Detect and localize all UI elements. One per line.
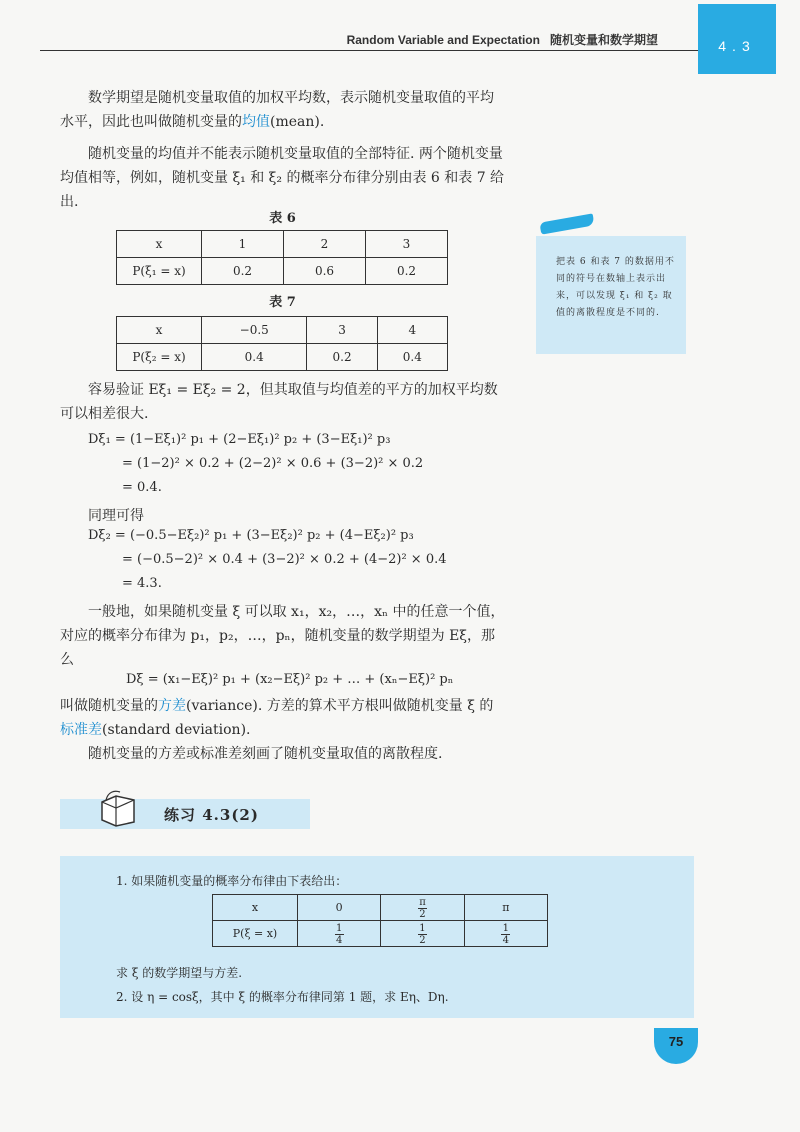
table6-cell: 1 bbox=[202, 231, 284, 258]
table7-cell: 0.4 bbox=[377, 344, 447, 371]
fraction bbox=[335, 923, 344, 946]
table6-cell: x bbox=[117, 231, 202, 258]
ex-table-cell: x bbox=[213, 895, 298, 921]
ex-table-cell bbox=[381, 895, 464, 921]
page-number: 75 bbox=[668, 1034, 684, 1049]
calc1-line3: = 0.4. bbox=[122, 480, 162, 495]
table7-cell: 0.4 bbox=[202, 344, 307, 371]
numerator: π bbox=[419, 897, 426, 908]
text: (standard deviation). bbox=[102, 722, 251, 738]
brush-stroke-icon bbox=[539, 213, 594, 234]
table7-cell: 4 bbox=[377, 317, 447, 344]
table6-cell: 2 bbox=[284, 231, 366, 258]
numerator: 1 bbox=[419, 923, 426, 934]
ex-table-cell: 0 bbox=[298, 895, 381, 921]
denominator: 2 bbox=[419, 935, 426, 946]
table6-cell: 3 bbox=[366, 231, 448, 258]
term-mean: 均值 bbox=[242, 114, 270, 130]
table7-caption: 表 7 bbox=[269, 295, 296, 310]
table7-cell: 0.2 bbox=[307, 344, 377, 371]
calc2-line2: = (−0.5−2)² × 0.4 + (3−2)² × 0.2 + (4−2)² × 0.4 bbox=[122, 552, 447, 567]
margin-note-text: 把表 6 和表 7 的数据用不同的符号在数轴上表示出来，可以发现 ξ₁ 和 ξ₂ 取值的离散程度是不同的. bbox=[556, 257, 675, 318]
book-icon bbox=[98, 788, 138, 828]
calc1-line2: = (1−2)² × 0.2 + (2−2)² × 0.6 + (3−2)² × 0.2 bbox=[122, 456, 424, 471]
denominator: 4 bbox=[335, 935, 343, 946]
term-variance: 方差 bbox=[158, 698, 186, 714]
paragraph-dispersion: 随机变量的方差或标准差刻画了随机变量取值的离散程度. bbox=[88, 746, 443, 762]
variance-formula: Dξ = (x₁−Eξ)² p₁ + (x₂−Eξ)² p₂ + … + (xₙ−Eξ)² pₙ bbox=[126, 672, 454, 687]
exercise-q2: 2. 设 η = cosξ，其中 ξ 的概率分布律同第 1 题，求 Eη、Dη. bbox=[116, 990, 449, 1004]
table-7 bbox=[116, 316, 448, 371]
fraction-pi-over-2 bbox=[418, 897, 427, 920]
paragraph-mean-definition bbox=[60, 86, 505, 134]
paragraph-example-intro: 随机变量的均值并不能表示随机变量取值的全部特征. 两个随机变量均值相等，例如，随机变量 ξ₁ 和 ξ₂ 的概率分布律分别由表 6 和表 7 给出. bbox=[60, 146, 505, 210]
section-number: 4.3 bbox=[718, 38, 756, 54]
exercise-title: 练习 4.3(2) bbox=[164, 806, 259, 824]
ex-table-cell bbox=[381, 921, 464, 947]
paragraph-verify: 容易验证 Eξ₁ = Eξ₂ = 2，但其取值与均值差的平方的加权平均数可以相差很大. bbox=[60, 382, 498, 422]
ex-table-cell: P(ξ = x) bbox=[213, 921, 298, 947]
ex-table-cell bbox=[298, 921, 381, 947]
header-title-cn: 随机变量和数学期望 bbox=[549, 33, 658, 47]
table6-cell: 0.6 bbox=[284, 258, 366, 285]
table7-cell: P(ξ₂ = x) bbox=[117, 344, 202, 371]
term-standard-deviation: 标准差 bbox=[60, 722, 102, 738]
running-header bbox=[347, 31, 658, 48]
paragraph-variance-definition bbox=[60, 694, 505, 742]
table6-cell: 0.2 bbox=[366, 258, 448, 285]
table6-cell: P(ξ₁ = x) bbox=[117, 258, 202, 285]
ex-table-cell: π bbox=[464, 895, 547, 921]
same-reasoning: 同理可得 bbox=[88, 508, 144, 524]
calc1-line1: Dξ₁ = (1−Eξ₁)² p₁ + (2−Eξ₁)² p₂ + (3−Eξ₁)² p₃ bbox=[88, 432, 391, 447]
calc2-line3: = 4.3. bbox=[122, 576, 162, 591]
fraction bbox=[418, 923, 427, 946]
table7-cell: −0.5 bbox=[202, 317, 307, 344]
numerator: 1 bbox=[335, 923, 343, 934]
ex-table-cell bbox=[464, 921, 547, 947]
denominator: 4 bbox=[502, 935, 510, 946]
text: 叫做随机变量的 bbox=[60, 698, 158, 714]
calc2-line1: Dξ₂ = (−0.5−Eξ₂)² p₁ + (3−Eξ₂)² p₂ + (4−Eξ₂)² p₃ bbox=[88, 528, 414, 543]
header-rule bbox=[40, 50, 700, 51]
table7-cell: 3 bbox=[307, 317, 377, 344]
exercise-q1: 1. 如果随机变量的概率分布律由下表给出： bbox=[116, 874, 348, 888]
paragraph-general: 一般地，如果随机变量 ξ 可以取 x₁，x₂，…，xₙ 中的任意一个值，对应的概率分布律为 p₁，p₂，…，pₙ，随机变量的数学期望为 Eξ，那么 bbox=[60, 604, 505, 668]
text: 数学期望是随机变量取值的加权平均数，表示随机变量取值的平均水平，因此也叫做随机变量的 bbox=[60, 90, 494, 130]
table6-caption: 表 6 bbox=[269, 211, 296, 226]
numerator: 1 bbox=[502, 923, 510, 934]
text: (variance). 方差的算术平方根叫做随机变量 ξ 的 bbox=[186, 698, 494, 714]
header-title-en: Random Variable and Expectation bbox=[346, 33, 540, 47]
exercise-table bbox=[212, 894, 548, 947]
table7-cell: x bbox=[117, 317, 202, 344]
fraction bbox=[501, 923, 510, 946]
text: (mean). bbox=[270, 114, 325, 130]
table6-cell: 0.2 bbox=[202, 258, 284, 285]
table-6 bbox=[116, 230, 448, 285]
exercise-q1-task: 求 ξ 的数学期望与方差. bbox=[116, 966, 243, 980]
denominator: 2 bbox=[419, 909, 426, 920]
